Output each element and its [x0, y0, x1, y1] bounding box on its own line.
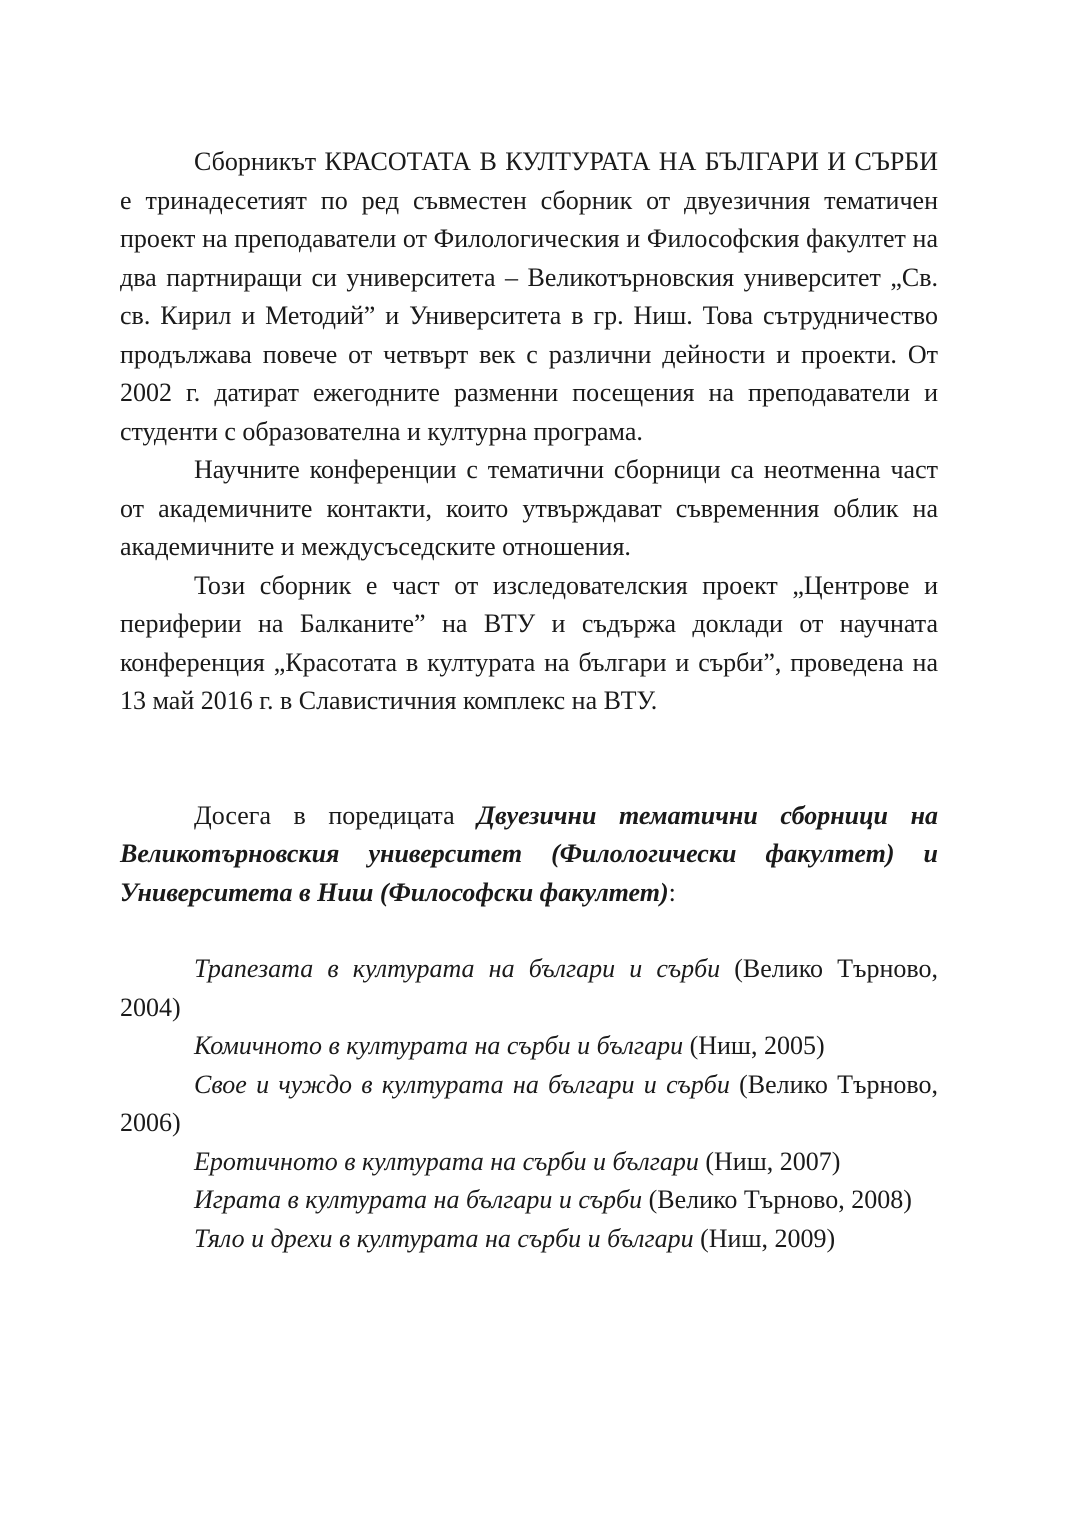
list-item — [120, 1143, 938, 1182]
work-title: Комичното в културата на сърби и българи — [194, 1031, 684, 1060]
work-title: Свое и чуждо в културата на българи и сърби — [194, 1069, 730, 1099]
work-place-year: (Велико Търново, 2008) — [642, 1185, 912, 1214]
work-title: Еротичното в културата на сърби и българи — [194, 1146, 699, 1176]
series-lead-text: Досега в поредицата — [194, 800, 478, 830]
series-name: Двуезични тематични сборници на Великотърновския университет (Филологически факултет) и Университета в Ниш (Философски факултет) — [120, 800, 938, 907]
series-intro-paragraph — [120, 797, 938, 913]
section-spacer — [120, 721, 938, 797]
work-place-year: (Велико Търново, 2004) — [120, 954, 938, 1022]
intro-paragraph-2: Научните конференции с тематични сборници са неотменна част от академичните контакти, които утвърждават съвременния облик на академичните и междусъседските отношения. — [120, 455, 938, 561]
work-place-year: (Ниш, 2007) — [698, 1146, 841, 1176]
work-title: Тяло и дрехи в културата на сърби и българи — [194, 1223, 694, 1253]
intro-paragraph-3: Този сборник е част от изследователския проект „Центрове и периферии на Балканите” на ВТУ и съдържа доклади от научната конференция „Красотата в културата на българи и сърби”, проведена на 13 май 2016 г. в Славистичния комплекс на ВТУ. — [120, 570, 938, 715]
work-place-year: (Ниш, 2005) — [683, 1031, 825, 1060]
work-title: Играта в културата на българи и сърби — [194, 1185, 643, 1214]
series-colon: : — [668, 877, 676, 907]
document-page — [120, 143, 938, 1258]
list-item — [120, 1181, 938, 1220]
intro-paragraph-1: Сборникът КРАСОТАТА В КУЛТУРАТА НА БЪЛГАРИ И СЪРБИ е тринадесетият по ред съвместен сборник от двуезичния тематичен проект на преподаватели от Филологическия и Философския факултет на два партниращи си университета – Великотърновския университет „Св. св. Кирил и Методий” и Университета в гр. Ниш. Това сътрудничество продължава повече от четвърт век с различни дейности и проекти. От 2002 г. датират ежегодните разменни посещения на преподаватели и студенти с образователна и културна програма. — [120, 147, 938, 446]
work-place-year: (Велико Търново, 2006) — [120, 1069, 938, 1137]
list-spacer — [120, 912, 938, 950]
series-list — [120, 950, 938, 1258]
list-item — [120, 1027, 938, 1066]
work-title: Трапезата в културата на българи и сърби — [194, 954, 721, 983]
work-place-year: (Ниш, 2009) — [693, 1223, 836, 1253]
list-item — [120, 1220, 938, 1259]
list-item — [120, 1066, 938, 1143]
list-item — [120, 950, 938, 1027]
